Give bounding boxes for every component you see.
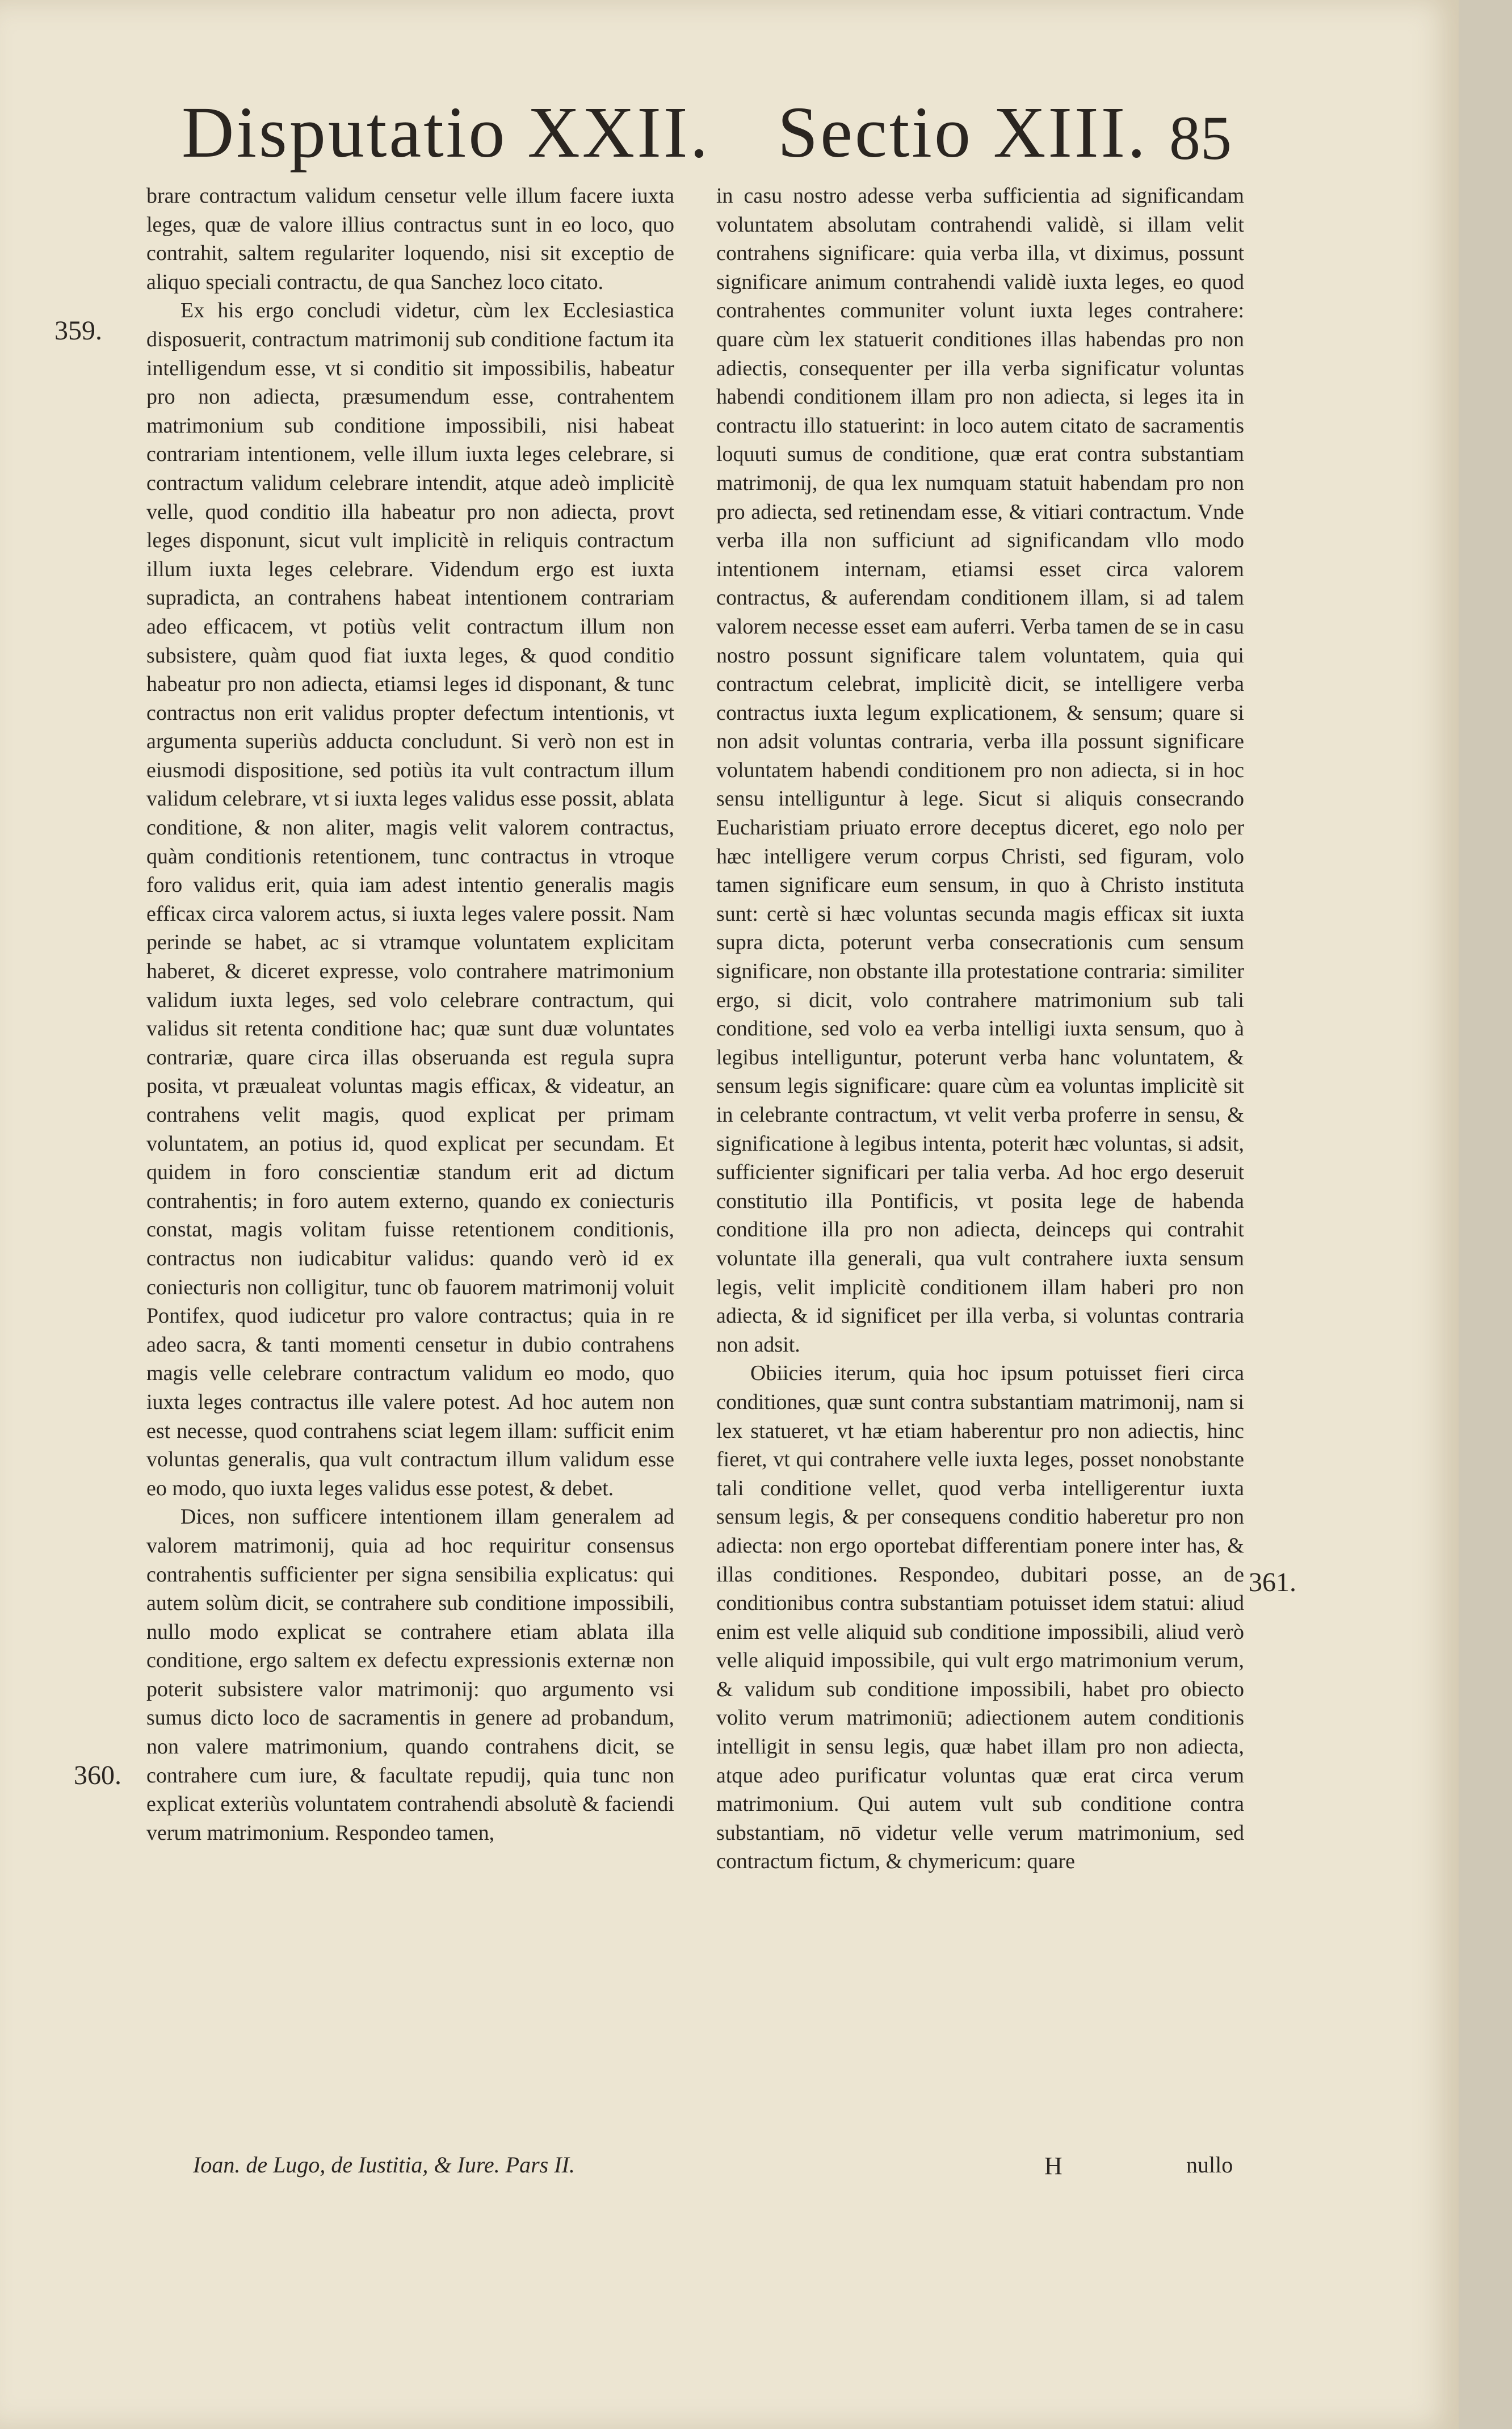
signature-mark: H	[1044, 2152, 1062, 2180]
header-disputatio: Disputatio XXII.	[182, 92, 711, 173]
margin-number-361: 361.	[1249, 1567, 1296, 1597]
left-column	[146, 182, 674, 1847]
margin-number-359: 359.	[54, 316, 102, 346]
paragraph-359: Ex his ergo concludi videtur, cùm lex Ecclesiastica disposuerit, contractum matrimonij sub conditione factum ita intelligendum esse, vt si conditio sit impossibilis, habeatur pro non adiecta, præsumendum esse, contrahentem matrimonium sub conditione impossibili, nisi habeat contrariam intentionem, velle illum iuxta leges celebrare, si contractum validum celebrare intendit, atque adeò implicitè velle, quod conditio illa habeatur pro non adiecta, provt leges disponunt, sicut vult implicitè in reliquis contractum illum iuxta leges celebrare. Videndum ergo est iuxta supradicta, an contrahens habeat intentionem contrariam adeo efficacem, vt potiùs velit contractum illum non subsistere, quàm quod fiat iuxta leges, & quod conditio habeatur pro non adiecta, etiamsi leges id disponant, & tunc contractus non erit validus propter defectum intentionis, vt argumenta superiùs adducta concludunt. Si verò non est in eiusmodi dispositione, sed potiùs ita vult contractum illum validum celebrare, vt si iuxta leges validus esse possit, ablata conditione, & non aliter, magis velit valorem contractus, quàm conditionis retentionem, tunc contractus in vtroque foro validus erit, quia iam adest intentio generalis magis efficax circa valorem actus, si iuxta leges valere possit. Nam perinde se habet, ac si vtramque voluntatem explicitam haberet, & diceret expresse, volo contrahere matrimonium validum iuxta leges, sed volo celebrare contractum, qui validus sit retenta conditione hac; quæ sunt duæ voluntates contrariæ, quare circa illas obseruanda est regula supra posita, vt præualeat voluntas magis efficax, & videatur, an contrahens velit magis, quod explicat per primam voluntatem, an potius id, quod explicat per secundam. Et quidem in foro conscientiæ standum erit ad dictum contrahentis; in foro autem externo, quando ex coniecturis constat, magis volitam fuisse retentionem conditionis, contractus non iudicabitur validus: quando verò id ex coniecturis non colligitur, tunc ob fauorem matrimonij voluit Pontifex, quod iudicetur pro valore contractus; quia in re adeo sacra, & tanti momenti censetur in dubio contrahens magis velle celebrare contractum validum eo modo, quo iuxta leges contractus ille valere potest. Ad hoc autem non est necesse, quod contrahens sciat legem illam: sufficit enim voluntas generalis, qua vult contractum illum validum esse eo modo, quo iuxta leges validus esse potest, & debet.	[146, 299, 674, 1500]
paragraph-361: Obiicies iterum, quia hoc ipsum potuisset fieri circa conditiones, quæ sunt contra substantiam matrimonij, nam si lex statueret, vt hæ etiam haberentur pro non adiectis, hinc fieret, vt qui contrahere velle iuxta leges, posset nonobstante tali conditione vellet, quod verba intelligerentur iuxta sensum legis, & per consequens conditio haberetur pro non adiecta: non ergo oportebat differentiam ponere inter has, & illas conditiones. Respondeo, dubitari posse, an de conditionibus contra substantiam potuisset idem statui: aliud enim est velle aliquid sub conditione impossibili, aliud verò velle aliquid impossibile, qui vult ergo matrimonium verum, & validum sub conditione impossibili, habet pro obiecto volito verum matrimoniū; adiectionem autem conditionis intelligit in sensu legis, quæ habet illam pro non adiecta, atque adeo purificatur voluntas quæ erat circa verum matrimonium. Qui autem vult sub conditione contra substantiam, nō videtur velle verum matrimonium, sed contractum fictum, & chymericum: quare	[716, 1361, 1244, 1874]
page-edge	[1459, 0, 1512, 2429]
paragraph: in casu nostro adesse verba sufficientia ad significandam voluntatem absolutam contrahendi validè, si illam velit contrahens significare: quia verba illa, vt diximus, possunt significare animum contrahendi validè iuxta leges, eo quod contrahentes communiter volunt iuxta leges contrahere: quare cùm lex statuerit conditiones illas habendas pro non adiectis, consequenter per illa verba significatur voluntas habendi conditionem illam pro non adiecta, si leges ita in contractu illo statuerint: in loco autem citato de sacramentis loquuti sumus de conditione, quæ erat contra substantiam matrimonij, de qua lex numquam statuit habendam pro non pro adiecta, sed retinendam esse, & vitiari contractum. Vnde verba illa non sufficiunt ad significandam vllo modo intentionem internam, etiamsi esset circa valorem contractus, & auferendam conditionem illam, si ad talem valorem necesse esset eam auferri. Verba tamen de se in casu nostro possunt significare talem voluntatem, quia qui contractum celebrat, implicitè dicit, se intelligere verba contractus iuxta legum explicationem, & sensum; quare si non adsit voluntas contraria, verba illa possunt significare voluntatem habendi conditionem pro non adiecta, si in hoc sensu intelliguntur à lege. Sicut si aliquis consecrando Eucharistiam priuato errore deceptus diceret, ego nolo per hæc intelligere verum corpus Christi, sed figuram, volo tamen significare eum sensum, in quo à Christo instituta sunt: certè si hæc voluntas secunda magis efficax sit iuxta supra dicta, poterunt verba consecrationis cum sensum significare, non obstante illa protestatione contraria: similiter ergo, si dicit, volo contrahere matrimonium sub tali conditione, sed volo ea verba intelligi iuxta sensum, quo à legibus intelliguntur, poterunt verba hanc voluntatem, & sensum legis significare: quare cùm ea voluntas implicitè sit in celebrante contractum, vt velit verba proferre in sensu, & significatione à legibus intenta, poterit hæc voluntas, si adsit, sufficienter significari per talia verba. Ad hoc ergo deseruit constitutio illa Pontificis, vt posita lege de habenda conditione illa pro non adiecta, deinceps qui contrahit voluntate illa generali, qua vult contrahere iuxta sensum legis, velit implicitè conditionem illam haberi pro non adiecta, & id significet per illa verba, si voluntas contraria non adsit.	[716, 184, 1244, 1357]
header-sectio: Sectio XIII.	[778, 92, 1148, 173]
margin-number-360: 360.	[74, 1760, 121, 1790]
footer-author-title: Ioan. de Lugo, de Iustitia, & Iure. Pars II.	[193, 2152, 575, 2178]
catchword: nullo	[1186, 2152, 1233, 2178]
running-header	[0, 85, 1459, 176]
paragraph-360: Dices, non sufficere intentionem illam generalem ad valorem matrimonij, quia ad hoc requiritur consensus contrahentis sufficienter per signa sensibilia explicatus: qui autem solùm dicit, se contrahere sub conditione impossibili, nullo modo explicat se contrahere etiam ablata illa conditione, ergo saltem ex defectu expressionis externæ non poterit subsistere valor matrimonij: quo argumento vsi sumus dicto loco de sacramentis in genere ad probandum, non valere matrimonium, quando contrahens dicit, se contrahere cum iure, & facultate repudij, quia tunc non explicat exteriùs voluntatem contrahendi absolutè & faciendi verum matrimonium. Respondeo tamen,	[146, 1505, 674, 1845]
paragraph: brare contractum validum censetur velle illum facere iuxta leges, quæ de valore illius contractus sunt in eo loco, quo contrahit, saltem regulariter loquendo, nisi sit exceptio de aliquo speciali contractu, de qua Sanchez loco citato.	[146, 184, 674, 294]
page-number: 85	[1169, 103, 1232, 173]
right-column	[716, 182, 1244, 1876]
